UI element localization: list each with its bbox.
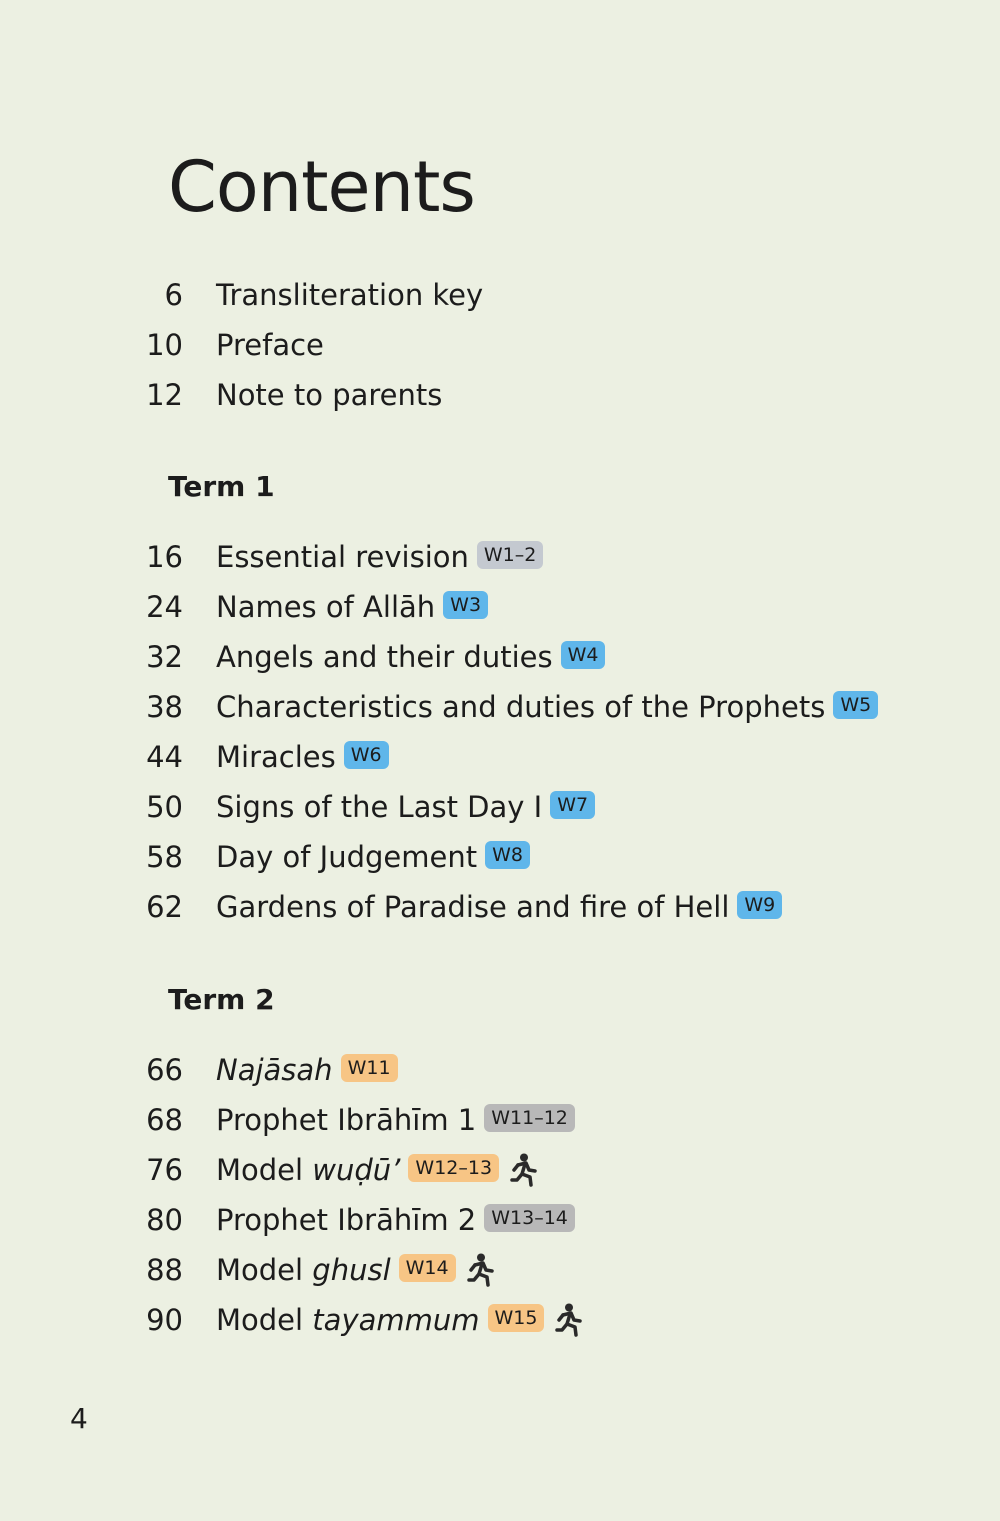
toc-entry[interactable] [0, 1300, 582, 1340]
week-badge: W12–13 [408, 1154, 499, 1182]
term-1-heading: Term 1 [168, 470, 275, 503]
toc-entry[interactable] [0, 375, 442, 415]
page-number: 50 [146, 790, 183, 824]
entry-label: Note to parents [216, 378, 443, 412]
page-number: 10 [146, 328, 183, 362]
page-number: 68 [146, 1103, 183, 1137]
toc-entry[interactable] [0, 887, 782, 927]
toc-entry[interactable] [0, 1050, 398, 1090]
entry-label-text: Model [216, 1153, 304, 1187]
entry-label [216, 1303, 480, 1337]
toc-entry[interactable] [0, 1150, 537, 1190]
toc-entry[interactable] [0, 1250, 494, 1290]
page-number: 12 [146, 378, 183, 412]
week-badge: W15 [488, 1304, 545, 1332]
entry-label: Preface [216, 328, 324, 362]
week-badge: W4 [561, 641, 606, 669]
entry-label-italic: tayammum [312, 1303, 480, 1337]
running-person-icon [509, 1153, 537, 1187]
page-number: 88 [146, 1253, 183, 1287]
entry-label: Essential revision [216, 540, 469, 574]
toc-entry[interactable] [0, 275, 483, 315]
entry-label: Angels and their duties [216, 640, 553, 674]
page-number: 16 [146, 540, 183, 574]
toc-entry[interactable] [0, 587, 488, 627]
entry-label: Miracles [216, 740, 336, 774]
toc-entry[interactable] [0, 737, 389, 777]
week-badge: W11 [341, 1054, 398, 1082]
week-badge: W14 [399, 1254, 456, 1282]
week-badge: W13–14 [484, 1204, 575, 1232]
toc-entry[interactable] [0, 687, 878, 727]
entry-label-italic: wuḍū’ [312, 1153, 401, 1187]
page-number: 80 [146, 1203, 183, 1237]
entry-label [216, 1053, 333, 1087]
entry-label: Transliteration key [216, 278, 484, 312]
page-number: 90 [146, 1303, 183, 1337]
running-person-icon [554, 1303, 582, 1337]
entry-label: Characteristics and duties of the Prophets [216, 690, 826, 724]
toc-entry[interactable] [0, 1200, 575, 1240]
entry-label-text: Model [216, 1303, 304, 1337]
page-number: 24 [146, 590, 183, 624]
page-number: 6 [164, 278, 183, 312]
page-number: 66 [146, 1053, 183, 1087]
entry-label: Prophet Ibrāhīm 1 [216, 1103, 477, 1137]
page-number: 44 [146, 740, 183, 774]
page-number: 58 [146, 840, 183, 874]
entry-label-italic: ghusl [312, 1253, 391, 1287]
toc-entry[interactable] [0, 787, 595, 827]
week-badge: W3 [443, 591, 488, 619]
toc-entry[interactable] [0, 637, 605, 677]
week-badge: W5 [833, 691, 878, 719]
page-number: 76 [146, 1153, 183, 1187]
week-badge: W11–12 [484, 1104, 575, 1132]
page-number: 32 [146, 640, 183, 674]
toc-entry[interactable] [0, 325, 324, 365]
entry-label [216, 1253, 391, 1287]
week-badge: W9 [737, 891, 782, 919]
entry-label-text: Model [216, 1253, 304, 1287]
entry-label-italic: Najāsah [216, 1053, 333, 1087]
entry-label: Prophet Ibrāhīm 2 [216, 1203, 477, 1237]
entry-label: Gardens of Paradise and fire of Hell [216, 890, 730, 924]
page-number: 62 [146, 890, 183, 924]
week-badge: W1–2 [477, 541, 543, 569]
page-footer-number: 4 [70, 1402, 88, 1435]
entry-label: Day of Judgement [216, 840, 478, 874]
running-person-icon [466, 1253, 494, 1287]
entry-label [216, 1153, 400, 1187]
entry-label: Names of Allāh [216, 590, 436, 624]
toc-entry[interactable] [0, 837, 530, 877]
page-title: Contents [168, 146, 475, 228]
toc-entry[interactable] [0, 1100, 575, 1140]
week-badge: W7 [550, 791, 595, 819]
entry-label: Signs of the Last Day I [216, 790, 543, 824]
toc-entry[interactable] [0, 537, 543, 577]
term-2-heading: Term 2 [168, 983, 275, 1016]
page-number: 38 [146, 690, 183, 724]
week-badge: W6 [344, 741, 389, 769]
week-badge: W8 [485, 841, 530, 869]
